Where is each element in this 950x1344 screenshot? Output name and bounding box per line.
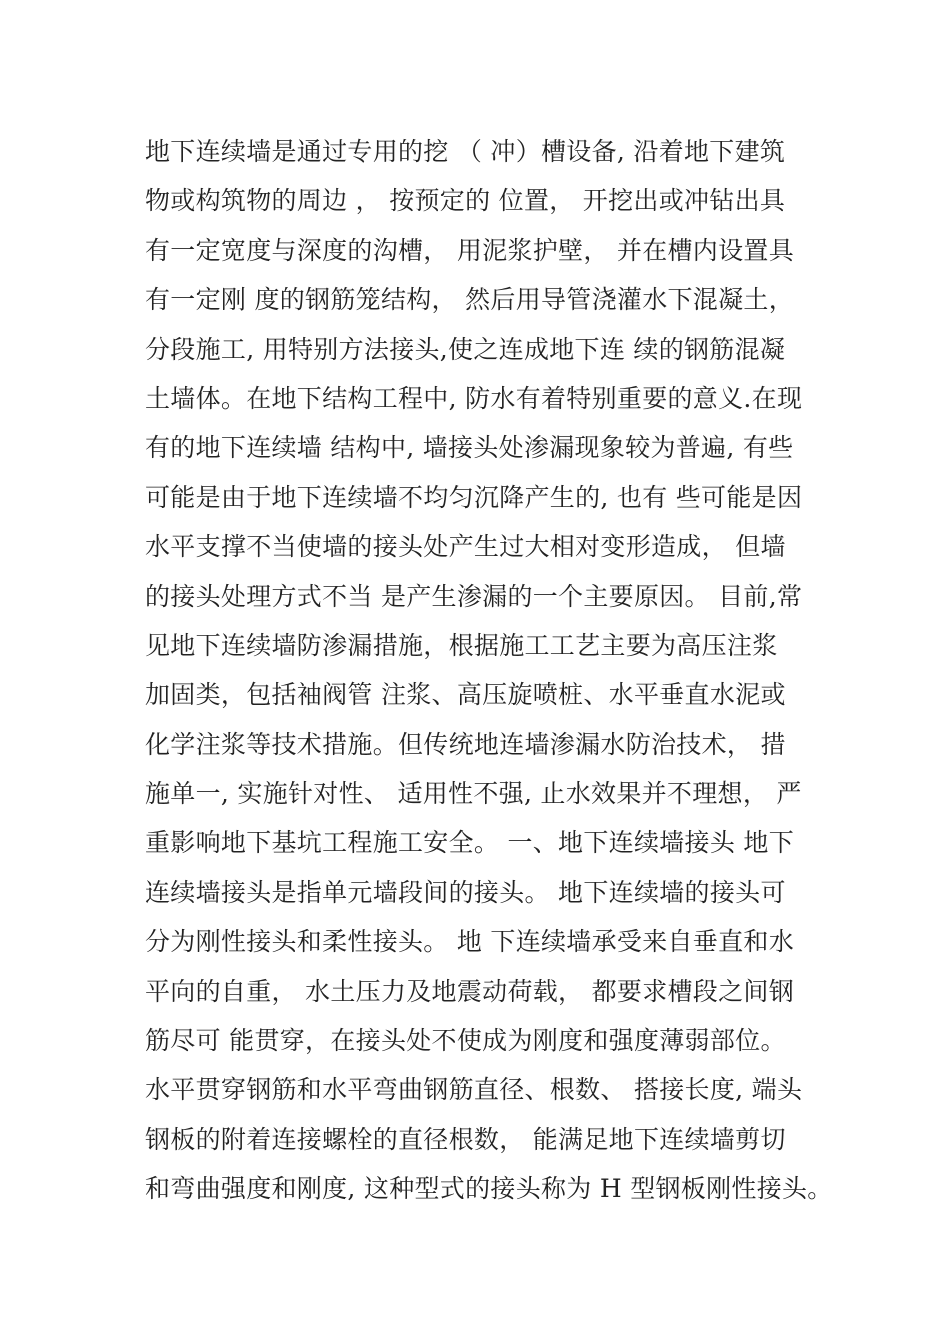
text-line-11: 见地下连续墙防渗漏措施，根据施工工艺主要为高压注浆	[145, 630, 778, 660]
text-line-10: 的接头处理方式不当 是产生渗漏的一个主要原因。 目前,常	[145, 581, 803, 611]
text-line-22: 和弯曲强度和刚度, 这种型式的接头称为 H 型钢板刚性接头。	[145, 1174, 833, 1204]
text-line-15: 重影响地下基坑工程施工安全。 一、地下连续墙接头 地下	[145, 828, 794, 858]
text-line-17: 分为刚性接头和柔性接头。 地 下连续墙承受来自垂直和水	[145, 927, 794, 957]
text-line-18: 平向的自重， 水土压力及地震动荷载， 都要求槽段之间钢	[145, 976, 794, 1006]
text-line-3: 有一定宽度与深度的沟槽， 用泥浆护壁， 并在槽内设置具	[145, 235, 794, 265]
text-line-16: 连续墙接头是指单元墙段间的接头。 地下连续墙的接头可	[145, 877, 786, 907]
text-line-21: 钢板的附着连接螺栓的直径根数， 能满足地下连续墙剪切	[145, 1124, 786, 1154]
text-line-1: 地下连续墙是通过专用的挖 （ 冲）槽设备, 沿着地下建筑	[145, 137, 786, 166]
text-line-12: 加固类，包括袖阀管 注浆、高压旋喷桩、水平垂直水泥或	[145, 680, 786, 710]
text-line-7: 有的地下连续墙 结构中, 墙接头处渗漏现象较为普遍, 有些	[145, 433, 794, 463]
text-line-9: 水平支撑不当使墙的接头处产生过大相对变形造成， 但墙	[145, 532, 786, 562]
text-line-13: 化学注浆等技术措施。但传统地连墙渗漏水防治技术， 措	[145, 729, 786, 759]
text-line-19: 筋尽可 能贯穿，在接头处不使成为刚度和强度薄弱部位。	[145, 1026, 786, 1056]
text-line-5: 分段施工, 用特别方法接头,使之连成地下连 续的钢筋混凝	[145, 334, 786, 364]
text-line-2: 物或构筑物的周边 ， 按预定的 位置， 开挖出或冲钻出具	[145, 186, 786, 216]
text-line-20: 水平贯穿钢筋和水平弯曲钢筋直径、根数、 搭接长度, 端头	[145, 1075, 803, 1105]
text-line-4: 有一定刚 度的钢筋笼结构， 然后用导管浇灌水下混凝土，	[145, 285, 794, 315]
body-paragraph	[145, 127, 845, 1214]
text-line-6: 土墙体。在地下结构工程中, 防水有着特别重要的意义.在现	[145, 383, 803, 413]
text-line-14: 施单一, 实施针对性、 适用性不强, 止水效果并不理想， 严	[145, 779, 802, 809]
text-line-8: 可能是由于地下连续墙不均匀沉降产生的, 也有 些可能是因	[145, 482, 803, 512]
